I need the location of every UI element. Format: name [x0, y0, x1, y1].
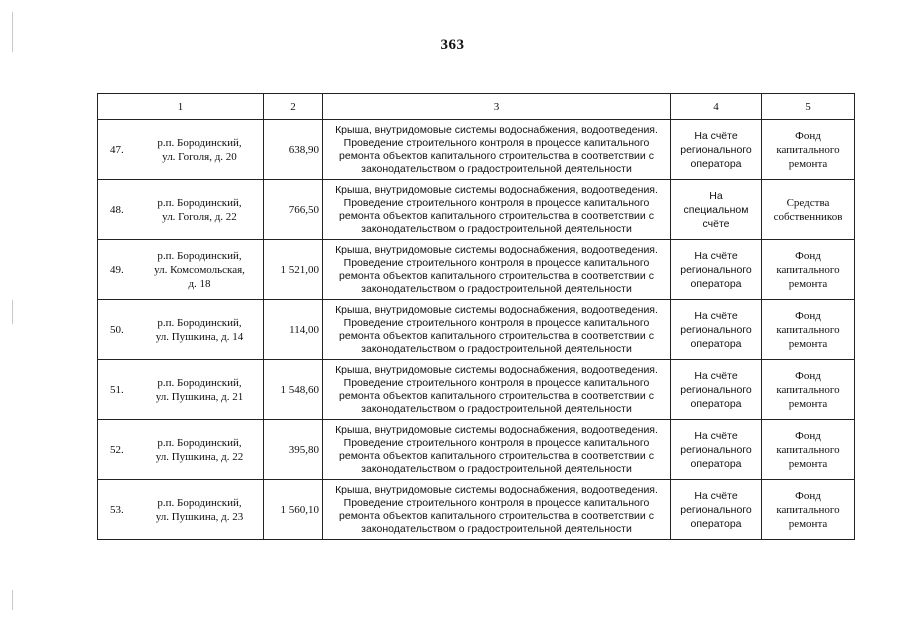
total-area: 395,80	[264, 420, 323, 480]
fund-owner: На счёте регионального оператора	[671, 360, 762, 420]
page-number: 363	[440, 37, 465, 53]
funding-source: Фонд капитального ремонта	[762, 420, 855, 480]
row-number: 50.	[110, 323, 124, 336]
column-header-2: 2	[264, 94, 323, 120]
fund-owner: На счёте регионального оператора	[671, 420, 762, 480]
house-address: р.п. Бородинский, ул. Пушкина, д. 23	[155, 496, 244, 523]
house-address: р.п. Бородинский, ул. Пушкина, д. 14	[155, 316, 244, 343]
number-address-wrapper	[98, 240, 263, 299]
number-address-wrapper	[98, 120, 263, 179]
fund-owner: На специальном счёте	[671, 180, 762, 240]
house-address: р.п. Бородинский, ул. Гоголя, д. 22	[157, 196, 242, 223]
total-area: 1 560,10	[264, 480, 323, 540]
table-body	[98, 120, 855, 540]
table-row	[98, 120, 855, 180]
repair-works: Крыша, внутридомовые системы водоснабжения, водоотведения. Проведение строительного контроля в процессе капитального ремонта объектов капитального строительства в соответствии с законодательством о градостроительной деятельности	[323, 120, 671, 180]
number-address-wrapper	[98, 480, 263, 539]
fund-owner: На счёте регионального оператора	[671, 480, 762, 540]
table-row	[98, 300, 855, 360]
row-number: 52.	[110, 443, 124, 456]
number-address-cell	[98, 360, 264, 420]
scan-edge-mark	[12, 590, 13, 610]
repair-works: Крыша, внутридомовые системы водоснабжения, водоотведения. Проведение строительного контроля в процессе капитального ремонта объектов капитального строительства в соответствии с законодательством о градостроительной деятельности	[323, 300, 671, 360]
repair-works: Крыша, внутридомовые системы водоснабжения, водоотведения. Проведение строительного контроля в процессе капитального ремонта объектов капитального строительства в соответствии с законодательством о градостроительной деятельности	[323, 180, 671, 240]
house-address: р.п. Бородинский, ул. Гоголя, д. 20	[157, 136, 242, 163]
header-row	[98, 94, 855, 120]
number-address-wrapper	[98, 360, 263, 419]
column-header-1: 1	[98, 94, 264, 120]
repair-works: Крыша, внутридомовые системы водоснабжения, водоотведения. Проведение строительного контроля в процессе капитального ремонта объектов капитального строительства в соответствии с законодательством о градостроительной деятельности	[323, 240, 671, 300]
table-row	[98, 360, 855, 420]
number-address-wrapper	[98, 420, 263, 479]
funding-source: Средства собственников	[762, 180, 855, 240]
capital-repair-table	[97, 93, 855, 540]
column-header-3: 3	[323, 94, 671, 120]
total-area: 1 521,00	[264, 240, 323, 300]
number-address-cell	[98, 180, 264, 240]
fund-owner: На счёте регионального оператора	[671, 120, 762, 180]
funding-source: Фонд капитального ремонта	[762, 360, 855, 420]
row-number: 49.	[110, 263, 124, 276]
house-address: р.п. Бородинский, ул. Пушкина, д. 21	[155, 376, 244, 403]
total-area: 114,00	[264, 300, 323, 360]
fund-owner: На счёте регионального оператора	[671, 240, 762, 300]
number-address-wrapper	[98, 300, 263, 359]
number-address-wrapper	[98, 180, 263, 239]
row-number: 48.	[110, 203, 124, 216]
number-address-cell	[98, 420, 264, 480]
column-header-5: 5	[762, 94, 855, 120]
repair-works: Крыша, внутридомовые системы водоснабжения, водоотведения. Проведение строительного контроля в процессе капитального ремонта объектов капитального строительства в соответствии с законодательством о градостроительной деятельности	[323, 420, 671, 480]
number-address-cell	[98, 300, 264, 360]
column-header-4: 4	[671, 94, 762, 120]
row-number: 51.	[110, 383, 124, 396]
row-number: 47.	[110, 143, 124, 156]
house-address: р.п. Бородинский, ул. Комсомольская, д. 18	[154, 249, 245, 290]
number-address-cell	[98, 240, 264, 300]
repair-works: Крыша, внутридомовые системы водоснабжения, водоотведения. Проведение строительного контроля в процессе капитального ремонта объектов капитального строительства в соответствии с законодательством о градостроительной деятельности	[323, 480, 671, 540]
row-number: 53.	[110, 503, 124, 516]
table-row	[98, 180, 855, 240]
total-area: 1 548,60	[264, 360, 323, 420]
table-row	[98, 480, 855, 540]
repair-works: Крыша, внутридомовые системы водоснабжения, водоотведения. Проведение строительного контроля в процессе капитального ремонта объектов капитального строительства в соответствии с законодательством о градостроительной деятельности	[323, 360, 671, 420]
number-address-cell	[98, 480, 264, 540]
funding-source: Фонд капитального ремонта	[762, 300, 855, 360]
total-area: 766,50	[264, 180, 323, 240]
funding-source: Фонд капитального ремонта	[762, 120, 855, 180]
total-area: 638,90	[264, 120, 323, 180]
table-row	[98, 420, 855, 480]
number-address-cell	[98, 120, 264, 180]
fund-owner: На счёте регионального оператора	[671, 300, 762, 360]
table-row	[98, 240, 855, 300]
funding-source: Фонд капитального ремонта	[762, 480, 855, 540]
scan-edge-mark	[12, 300, 13, 324]
funding-source: Фонд капитального ремонта	[762, 240, 855, 300]
house-address: р.п. Бородинский, ул. Пушкина, д. 22	[155, 436, 244, 463]
